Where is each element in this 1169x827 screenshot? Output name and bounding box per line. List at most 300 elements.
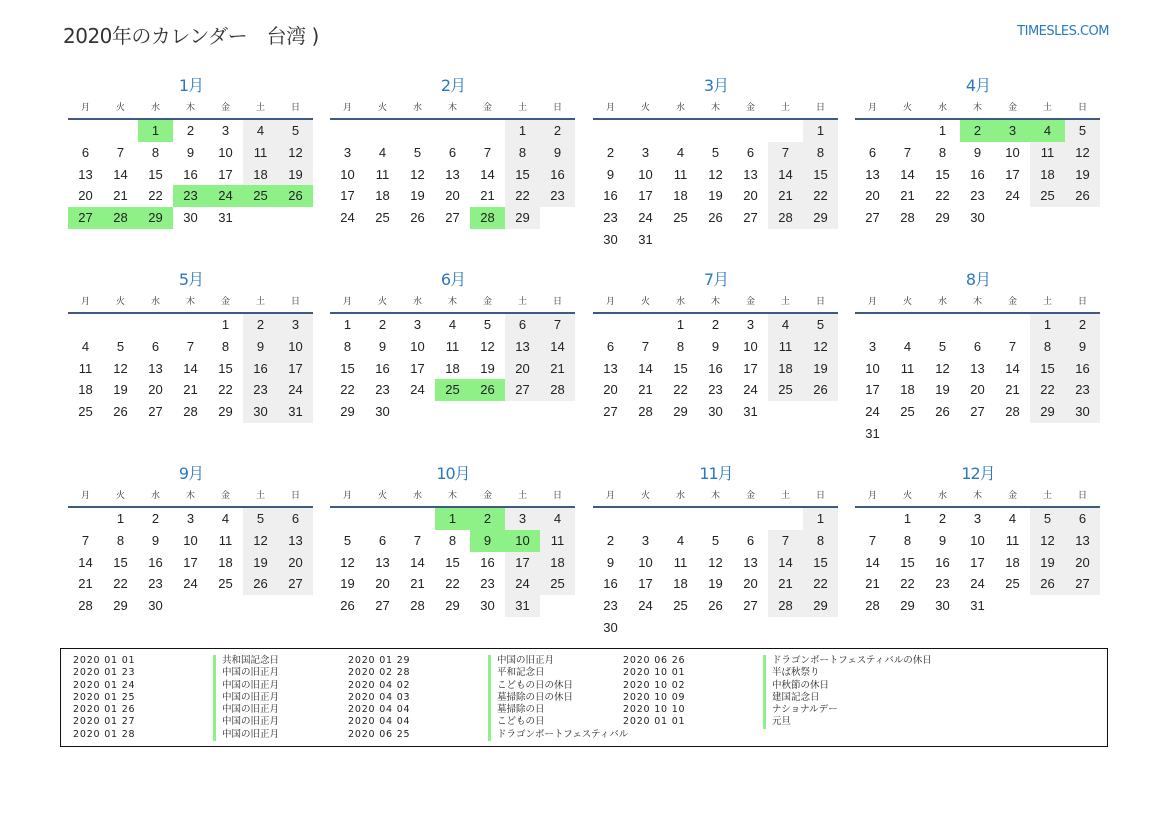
day-cell: 31 xyxy=(638,231,653,247)
day-cell: 15 xyxy=(1030,358,1065,380)
day-cell: 27 xyxy=(68,207,103,229)
day-cell: 17 xyxy=(970,554,985,570)
day-cell: 24 xyxy=(970,576,985,592)
day-cell: 13 xyxy=(445,166,460,182)
holiday-date: 2020 01 01 xyxy=(73,655,136,666)
day-cell: 19 xyxy=(1065,164,1100,186)
day-cell: 24 xyxy=(638,210,653,226)
day-cell: 5 xyxy=(116,338,125,354)
day-cell: 1 xyxy=(221,317,230,332)
weekday-label: 木 xyxy=(960,98,995,120)
holiday-name: 半ば秋祭り xyxy=(763,667,1013,679)
day-cell: 7 xyxy=(1008,338,1017,354)
day-cell: 29 xyxy=(673,404,688,420)
day-cell: 29 xyxy=(138,207,173,229)
month-title: 6月 xyxy=(440,270,466,289)
day-cell: 23 xyxy=(603,210,618,226)
empty-cell xyxy=(103,314,138,336)
day-cell: 27 xyxy=(743,598,758,614)
day-cell: 30 xyxy=(183,210,198,226)
weekday-label: 金 xyxy=(208,486,243,508)
holiday-name: 墓掃除の日の休日 xyxy=(488,692,623,704)
day-cell: 18 xyxy=(78,382,93,398)
weekday-label: 木 xyxy=(435,98,470,120)
day-cell: 26 xyxy=(278,185,313,207)
day-cell: 19 xyxy=(1030,552,1065,574)
day-cell: 2 xyxy=(606,144,615,160)
day-cell: 4 xyxy=(221,511,230,526)
day-cell: 7 xyxy=(540,314,575,336)
day-cell: 28 xyxy=(470,207,505,229)
day-cell: 7 xyxy=(641,338,650,354)
day-cell: 9 xyxy=(151,532,160,548)
day-cell: 31 xyxy=(505,595,540,617)
month-days-grid xyxy=(330,98,576,229)
weekday-label: 木 xyxy=(173,292,208,314)
day-cell: 27 xyxy=(505,379,540,401)
day-cell: 5 xyxy=(483,317,492,332)
day-cell: 2 xyxy=(938,511,947,526)
day-cell: 2 xyxy=(606,532,615,548)
weekday-label: 水 xyxy=(138,486,173,508)
day-cell: 29 xyxy=(445,598,460,614)
day-cell: 27 xyxy=(445,210,460,226)
day-cell: 18 xyxy=(673,188,688,204)
weekday-label: 水 xyxy=(925,98,960,120)
month-3 xyxy=(593,74,839,251)
empty-cell xyxy=(925,314,960,336)
holiday-date: 2020 10 09 xyxy=(623,691,686,703)
empty-cell xyxy=(470,401,505,423)
month-12 xyxy=(855,462,1101,617)
day-cell: 10 xyxy=(505,530,540,552)
day-cell: 20 xyxy=(505,358,540,380)
day-cell: 4 xyxy=(676,532,685,548)
weekday-label: 木 xyxy=(173,98,208,120)
day-cell: 17 xyxy=(1005,166,1020,182)
day-cell: 11 xyxy=(218,532,233,548)
day-cell: 15 xyxy=(900,554,915,570)
holiday-name: 墓掃除の日 xyxy=(488,704,623,716)
day-cell: 7 xyxy=(116,144,125,160)
day-cell: 29 xyxy=(505,207,540,229)
day-cell: 22 xyxy=(673,382,688,398)
day-cell: 6 xyxy=(151,338,160,354)
day-cell: 4 xyxy=(676,144,685,160)
day-cell: 26 xyxy=(113,404,128,420)
day-cell: 26 xyxy=(1065,185,1100,207)
day-cell: 13 xyxy=(148,360,163,376)
weekday-label: 木 xyxy=(173,486,208,508)
day-cell: 15 xyxy=(113,554,128,570)
empty-cell xyxy=(330,120,365,142)
empty-cell xyxy=(593,314,628,336)
day-cell: 28 xyxy=(410,598,425,614)
day-cell: 22 xyxy=(935,188,950,204)
weekday-label: 月 xyxy=(855,98,890,120)
day-cell: 24 xyxy=(340,210,355,226)
day-cell: 22 xyxy=(803,573,838,595)
weekday-label: 日 xyxy=(540,98,575,120)
day-cell: 26 xyxy=(708,210,723,226)
weekday-label: 水 xyxy=(663,98,698,120)
weekday-label: 土 xyxy=(243,292,278,314)
empty-cell xyxy=(138,314,173,336)
day-cell: 7 xyxy=(81,532,90,548)
day-cell: 30 xyxy=(1065,401,1100,423)
holiday-date: 2020 10 02 xyxy=(623,679,686,691)
day-cell: 29 xyxy=(340,404,355,420)
day-cell: 2 xyxy=(470,508,505,530)
day-cell: 27 xyxy=(743,210,758,226)
weekday-label: 木 xyxy=(435,486,470,508)
day-cell: 24 xyxy=(410,382,425,398)
day-cell: 7 xyxy=(768,530,803,552)
weekday-label: 土 xyxy=(768,98,803,120)
holiday-dates-column xyxy=(73,655,213,746)
day-cell: 25 xyxy=(78,404,93,420)
empty-cell xyxy=(995,595,1030,617)
day-cell: 17 xyxy=(278,358,313,380)
day-cell: 21 xyxy=(410,576,425,592)
empty-cell xyxy=(173,595,208,617)
weekday-label: 土 xyxy=(1030,292,1065,314)
weekday-label: 火 xyxy=(890,98,925,120)
day-cell: 15 xyxy=(505,164,540,186)
holiday-name: 元旦 xyxy=(763,716,1013,728)
day-cell: 9 xyxy=(243,336,278,358)
holiday-list xyxy=(60,648,1108,747)
holiday-date: 2020 04 03 xyxy=(348,691,411,703)
day-cell: 25 xyxy=(218,576,233,592)
day-cell: 15 xyxy=(803,552,838,574)
weekday-label: 日 xyxy=(803,486,838,508)
day-cell: 19 xyxy=(340,576,355,592)
day-cell: 18 xyxy=(768,358,803,380)
month-10 xyxy=(330,462,576,617)
day-cell: 5 xyxy=(343,532,352,548)
weekday-label: 日 xyxy=(1065,292,1100,314)
day-cell: 2 xyxy=(1065,314,1100,336)
day-cell: 24 xyxy=(183,576,198,592)
empty-cell xyxy=(540,207,575,229)
day-cell: 18 xyxy=(1030,164,1065,186)
day-cell: 24 xyxy=(865,404,880,420)
month-9 xyxy=(68,462,314,617)
day-cell: 23 xyxy=(970,188,985,204)
site-link[interactable]: TIMESLES.COM xyxy=(1017,24,1109,39)
day-cell: 25 xyxy=(900,404,915,420)
day-cell: 19 xyxy=(708,576,723,592)
day-cell: 28 xyxy=(865,598,880,614)
day-cell: 19 xyxy=(935,382,950,398)
day-cell: 6 xyxy=(81,144,90,160)
day-cell: 21 xyxy=(900,188,915,204)
weekday-label: 金 xyxy=(470,292,505,314)
day-cell: 16 xyxy=(603,188,618,204)
day-cell: 7 xyxy=(186,338,195,354)
empty-cell xyxy=(365,508,400,530)
day-cell: 30 xyxy=(970,210,985,226)
day-cell: 11 xyxy=(673,554,688,570)
empty-cell xyxy=(1065,423,1100,445)
day-cell: 19 xyxy=(410,188,425,204)
day-cell: 11 xyxy=(375,166,390,182)
holiday-names-column xyxy=(488,655,629,746)
day-cell: 12 xyxy=(278,142,313,164)
month-2 xyxy=(330,74,576,229)
empty-cell xyxy=(68,508,103,530)
holiday-name: こどもの日の休日 xyxy=(488,680,623,692)
weekday-label: 水 xyxy=(925,292,960,314)
day-cell: 16 xyxy=(243,358,278,380)
holiday-name: 中国の旧正月 xyxy=(213,680,348,692)
day-cell: 6 xyxy=(448,144,457,160)
empty-cell xyxy=(628,617,663,639)
calendar-grid xyxy=(68,74,1101,644)
weekday-label: 日 xyxy=(1065,486,1100,508)
day-cell: 7 xyxy=(413,532,422,548)
day-cell: 5 xyxy=(803,314,838,336)
day-cell: 8 xyxy=(151,144,160,160)
day-cell: 8 xyxy=(505,142,540,164)
month-8 xyxy=(855,268,1101,445)
weekday-label: 日 xyxy=(278,292,313,314)
day-cell: 25 xyxy=(435,379,470,401)
day-cell: 13 xyxy=(1065,530,1100,552)
month-days-grid xyxy=(855,292,1101,445)
day-cell: 12 xyxy=(1065,142,1100,164)
day-cell: 24 xyxy=(743,382,758,398)
holiday-date: 2020 01 28 xyxy=(73,728,136,740)
day-cell: 16 xyxy=(148,554,163,570)
empty-cell xyxy=(698,508,733,530)
empty-cell xyxy=(890,120,925,142)
empty-cell xyxy=(593,120,628,142)
weekday-label: 日 xyxy=(540,486,575,508)
day-cell: 18 xyxy=(540,552,575,574)
day-cell: 22 xyxy=(340,382,355,398)
day-cell: 14 xyxy=(113,166,128,182)
day-cell: 12 xyxy=(935,360,950,376)
empty-cell xyxy=(960,423,995,445)
day-cell: 13 xyxy=(375,554,390,570)
day-cell: 6 xyxy=(378,532,387,548)
day-cell: 5 xyxy=(278,120,313,142)
empty-cell xyxy=(540,595,575,617)
day-cell: 4 xyxy=(378,144,387,160)
day-cell: 2 xyxy=(151,511,160,526)
day-cell: 3 xyxy=(995,120,1030,142)
day-cell: 27 xyxy=(865,210,880,226)
empty-cell xyxy=(733,120,768,142)
day-cell: 1 xyxy=(938,123,947,138)
day-cell: 1 xyxy=(803,120,838,142)
holiday-date: 2020 01 27 xyxy=(73,716,136,728)
day-cell: 29 xyxy=(1030,401,1065,423)
weekday-label: 月 xyxy=(68,486,103,508)
holiday-date: 2020 06 26 xyxy=(623,655,686,666)
day-cell: 8 xyxy=(221,338,230,354)
month-1 xyxy=(68,74,314,229)
weekday-label: 水 xyxy=(925,486,960,508)
day-cell: 8 xyxy=(448,532,457,548)
day-cell: 16 xyxy=(183,166,198,182)
weekday-label: 月 xyxy=(855,486,890,508)
weekday-label: 水 xyxy=(138,98,173,120)
empty-cell xyxy=(995,314,1030,336)
day-cell: 16 xyxy=(708,360,723,376)
day-cell: 18 xyxy=(243,164,278,186)
day-cell: 3 xyxy=(973,511,982,526)
weekday-label: 金 xyxy=(995,486,1030,508)
weekday-label: 金 xyxy=(995,98,1030,120)
day-cell: 30 xyxy=(708,404,723,420)
weekday-label: 月 xyxy=(330,98,365,120)
day-cell: 24 xyxy=(638,598,653,614)
day-cell: 19 xyxy=(113,382,128,398)
day-cell: 6 xyxy=(746,144,755,160)
month-title: 4月 xyxy=(965,76,991,95)
day-cell: 12 xyxy=(480,338,495,354)
day-cell: 7 xyxy=(868,532,877,548)
empty-cell xyxy=(173,314,208,336)
day-cell: 14 xyxy=(183,360,198,376)
day-cell: 23 xyxy=(243,379,278,401)
month-title: 5月 xyxy=(178,270,204,289)
day-cell: 28 xyxy=(78,598,93,614)
empty-cell xyxy=(278,207,313,229)
holiday-name: こどもの日 xyxy=(488,716,623,728)
day-cell: 28 xyxy=(183,404,198,420)
day-cell: 1 xyxy=(505,120,540,142)
empty-cell xyxy=(768,617,803,639)
day-cell: 16 xyxy=(970,166,985,182)
day-cell: 20 xyxy=(375,576,390,592)
day-cell: 21 xyxy=(78,576,93,592)
day-cell: 6 xyxy=(1065,508,1100,530)
day-cell: 12 xyxy=(1030,530,1065,552)
day-cell: 29 xyxy=(900,598,915,614)
day-cell: 1 xyxy=(676,317,685,332)
day-cell: 1 xyxy=(138,120,173,142)
day-cell: 10 xyxy=(638,166,653,182)
day-cell: 8 xyxy=(903,532,912,548)
day-cell: 3 xyxy=(221,123,230,138)
holiday-name: 中国の旧正月 xyxy=(213,667,348,679)
day-cell: 20 xyxy=(743,576,758,592)
empty-cell xyxy=(960,314,995,336)
day-cell: 7 xyxy=(903,144,912,160)
weekday-label: 火 xyxy=(628,98,663,120)
day-cell: 13 xyxy=(603,360,618,376)
weekday-label: 土 xyxy=(768,486,803,508)
day-cell: 4 xyxy=(1030,120,1065,142)
weekday-label: 金 xyxy=(208,98,243,120)
day-cell: 10 xyxy=(638,554,653,570)
weekday-label: 火 xyxy=(365,98,400,120)
empty-cell xyxy=(628,120,663,142)
day-cell: 19 xyxy=(278,164,313,186)
empty-cell xyxy=(995,207,1030,229)
day-cell: 4 xyxy=(768,314,803,336)
day-cell: 8 xyxy=(343,338,352,354)
day-cell: 10 xyxy=(218,144,233,160)
weekday-label: 土 xyxy=(505,486,540,508)
day-cell: 29 xyxy=(803,207,838,229)
day-cell: 24 xyxy=(1005,188,1020,204)
day-cell: 16 xyxy=(935,554,950,570)
day-cell: 30 xyxy=(935,598,950,614)
day-cell: 12 xyxy=(410,166,425,182)
holiday-date: 2020 06 25 xyxy=(348,728,411,740)
weekday-label: 火 xyxy=(890,292,925,314)
day-cell: 1 xyxy=(435,508,470,530)
day-cell: 19 xyxy=(480,360,495,376)
day-cell: 13 xyxy=(743,554,758,570)
weekday-label: 月 xyxy=(593,486,628,508)
month-5 xyxy=(68,268,314,423)
empty-cell xyxy=(1030,595,1065,617)
weekday-label: 水 xyxy=(400,486,435,508)
empty-cell xyxy=(628,508,663,530)
day-cell: 8 xyxy=(803,142,838,164)
day-cell: 24 xyxy=(505,573,540,595)
month-title: 11月 xyxy=(699,464,733,483)
day-cell: 14 xyxy=(900,166,915,182)
weekday-label: 日 xyxy=(1065,98,1100,120)
day-cell: 9 xyxy=(470,530,505,552)
weekday-label: 月 xyxy=(68,292,103,314)
weekday-label: 木 xyxy=(435,292,470,314)
weekday-label: 土 xyxy=(505,98,540,120)
day-cell: 30 xyxy=(375,404,390,420)
day-cell: 24 xyxy=(208,185,243,207)
day-cell: 30 xyxy=(148,598,163,614)
weekday-label: 金 xyxy=(470,98,505,120)
day-cell: 1 xyxy=(116,511,125,526)
day-cell: 26 xyxy=(470,379,505,401)
day-cell: 20 xyxy=(970,382,985,398)
holiday-dates-column xyxy=(348,655,488,746)
day-cell: 22 xyxy=(1030,379,1065,401)
weekday-label: 水 xyxy=(400,98,435,120)
month-title: 10月 xyxy=(436,464,470,483)
holiday-date: 2020 10 10 xyxy=(623,704,686,716)
weekday-label: 水 xyxy=(138,292,173,314)
holiday-name: 中国の旧正月 xyxy=(213,692,348,704)
day-cell: 23 xyxy=(375,382,390,398)
empty-cell xyxy=(663,617,698,639)
holiday-name: 中国の旧正月 xyxy=(213,716,348,728)
weekday-label: 火 xyxy=(365,292,400,314)
day-cell: 25 xyxy=(673,210,688,226)
empty-cell xyxy=(803,617,838,639)
empty-cell xyxy=(698,120,733,142)
empty-cell xyxy=(593,508,628,530)
day-cell: 12 xyxy=(708,166,723,182)
day-cell: 3 xyxy=(278,314,313,336)
month-4 xyxy=(855,74,1101,229)
day-cell: 23 xyxy=(480,576,495,592)
day-cell: 8 xyxy=(938,144,947,160)
holiday-names-column xyxy=(213,655,348,746)
day-cell: 18 xyxy=(1005,554,1020,570)
day-cell: 19 xyxy=(708,188,723,204)
day-cell: 10 xyxy=(743,338,758,354)
day-cell: 1 xyxy=(903,511,912,526)
day-cell: 14 xyxy=(480,166,495,182)
